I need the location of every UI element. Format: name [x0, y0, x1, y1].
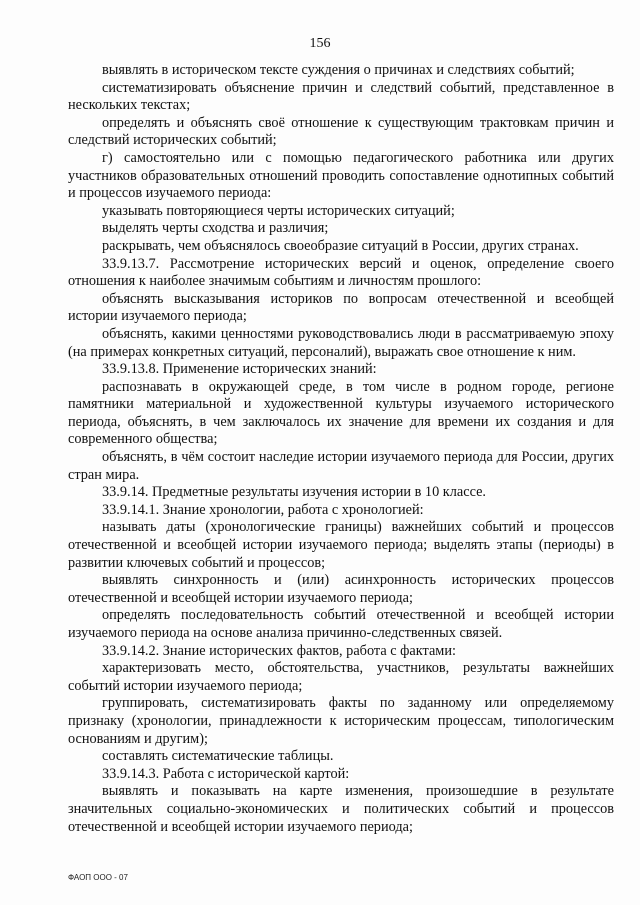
footer-label: ФАОП ООО - 07: [68, 873, 128, 882]
paragraph: выявлять синхронность и (или) асинхронность исторических процессов отечественной и всеобщей истории изучаемого периода;: [68, 572, 614, 606]
paragraph: выделять черты сходства и различия;: [102, 220, 329, 237]
paragraph: объяснять высказывания историков по вопросам отечественной и всеобщей истории изучаемого периода;: [68, 290, 614, 325]
section-heading: 33.9.14.1. Знание хронологии, работа с хронологией:: [102, 501, 424, 518]
paragraph: группировать, систематизировать факты по заданному или определяемому признаку (хронологии, принадлежности к историческим процессам, типологическим основаниям и другим);: [68, 695, 614, 747]
paragraph: объяснять, в чём состоит наследие истории изучаемого периода для России, других стран мира.: [68, 449, 614, 483]
section-heading: 33.9.14.3. Работа с исторической картой:: [102, 765, 350, 782]
paragraph: характеризовать место, обстоятельства, участников, результаты важнейших событий истории изучаемого периода;: [68, 660, 614, 694]
paragraph: выявлять и показывать на карте изменения, произошедшие в результате значительных социально-экономических и политических событий и процессов отечественной и всеобщей истории изучаемого периода;: [68, 783, 614, 835]
paragraph: систематизировать объяснение причин и следствий событий, представленное в нескольких текстах;: [68, 79, 614, 114]
section-heading: 33.9.13.7. Рассмотрение исторических версий и оценок, определение своего отношения к наиболее значимым событиям и личностям прошлого:: [68, 255, 614, 290]
body-text: [68, 62, 614, 836]
paragraph: составлять систематические таблицы.: [102, 748, 334, 765]
paragraph: объяснять, какими ценностями руководствовались люди в рассматриваемую эпоху (на примерах конкретных ситуаций, персоналий), выражать свое отношение к ним.: [68, 325, 614, 360]
page-number: 156: [309, 36, 331, 51]
paragraph: определять и объяснять своё отношение к существующим трактовкам причин и следствий исторических событий;: [68, 114, 614, 149]
paragraph: распознавать в окружающей среде, в том числе в родном городе, регионе памятники материальной и художественной культуры изучаемого исторического периода, объяснять, в чем заключалось их значение для времени их создания и для современного общества;: [68, 378, 614, 448]
section-heading: 33.9.13.8. Применение исторических знаний:: [102, 361, 377, 378]
section-heading: 33.9.14.2. Знание исторических фактов, работа с фактами:: [102, 642, 456, 659]
paragraph: выявлять в историческом тексте суждения о причинах и следствиях событий;: [102, 62, 575, 78]
paragraph: называть даты (хронологические границы) важнейших событий и процессов отечественной и всеобщей истории изучаемого периода; выделять этапы (периоды) в развитии ключевых событий и процессов;: [68, 519, 614, 571]
paragraph: г) самостоятельно или с помощью педагогического работника или других участников образовательных отношений проводить сопоставление однотипных событий и процессов изучаемого периода:: [68, 149, 614, 202]
paragraph: раскрывать, чем объяснялось своеобразие ситуаций в России, других странах.: [102, 237, 579, 254]
section-heading: 33.9.14. Предметные результаты изучения истории в 10 классе.: [102, 484, 487, 501]
paragraph: определять последовательность событий отечественной и всеобщей истории изучаемого периода на основе анализа причинно-следственных связей.: [68, 607, 614, 641]
paragraph: указывать повторяющиеся черты исторических ситуаций;: [102, 202, 455, 219]
